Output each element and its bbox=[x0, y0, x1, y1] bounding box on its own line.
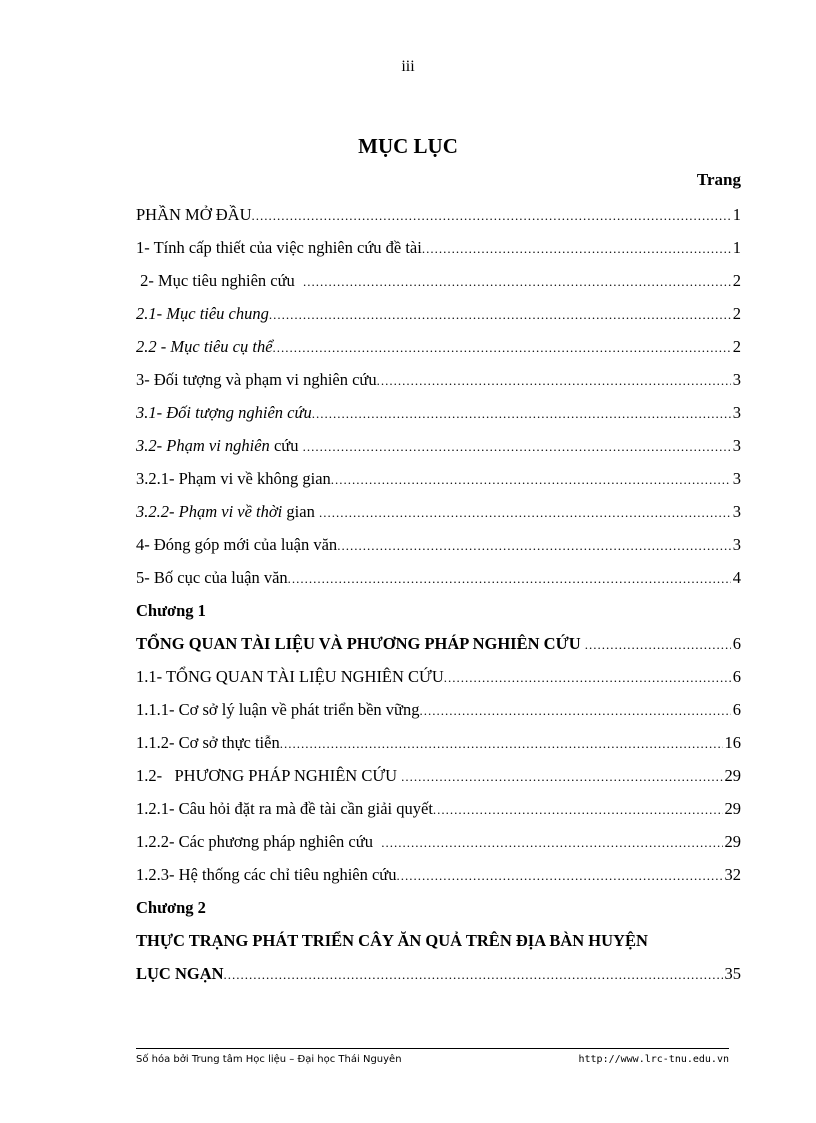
dot-leader bbox=[401, 762, 722, 792]
dot-leader bbox=[273, 333, 731, 363]
toc-entry-label: 1.1- TỔNG QUAN TÀI LIỆU NGHIÊN CỨU bbox=[136, 667, 444, 686]
toc-entry-label: 1.1.2- Cơ sở thực tiễn bbox=[136, 733, 280, 752]
toc-entry-page: 35 bbox=[724, 964, 741, 983]
dot-leader bbox=[224, 960, 723, 990]
toc-entry-3-2-1[interactable] bbox=[136, 464, 741, 494]
toc-entry-page: 3 bbox=[732, 502, 741, 521]
toc-entry-page: 2 bbox=[732, 304, 741, 323]
toc-entry-label: 3.1- Đối tượng nghiên cứu bbox=[136, 403, 312, 422]
toc-entry-1-1-1[interactable] bbox=[136, 695, 741, 725]
dot-leader bbox=[280, 729, 723, 759]
dot-leader bbox=[397, 861, 723, 891]
toc-entry-page: 3 bbox=[732, 535, 741, 554]
toc-entry-1-2-3[interactable] bbox=[136, 860, 741, 890]
toc-chapter-1-heading bbox=[136, 596, 741, 626]
dot-leader bbox=[252, 201, 731, 231]
toc-entry-1-2[interactable] bbox=[136, 761, 741, 791]
toc-entry-2[interactable] bbox=[136, 266, 741, 296]
dot-leader bbox=[337, 531, 731, 561]
toc-entry-label bbox=[136, 431, 303, 461]
toc-entry-label: 1- Tính cấp thiết của việc nghiên cứu đề tài bbox=[136, 238, 422, 257]
toc-entry-label: 5- Bố cục của luận văn bbox=[136, 568, 288, 587]
dot-leader bbox=[319, 498, 731, 528]
toc-entry-page: 1 bbox=[732, 238, 741, 257]
toc-entry-3-1[interactable] bbox=[136, 398, 741, 428]
toc-entry-label: TỔNG QUAN TÀI LIỆU VÀ PHƯƠNG PHÁP NGHIÊN CỨU bbox=[136, 634, 585, 653]
dot-leader bbox=[422, 234, 731, 264]
toc-entry-label: 3- Đối tượng và phạm vi nghiên cứu bbox=[136, 370, 377, 389]
toc-entry-label: 3.2.1- Phạm vi về không gian bbox=[136, 469, 331, 488]
toc-entry-page: 3 bbox=[732, 469, 741, 488]
toc-entry-label: 1.2.2- Các phương pháp nghiên cứu bbox=[136, 832, 382, 851]
dot-leader bbox=[585, 630, 731, 660]
toc-entry-label-italic: 3.2- Phạm vi nghiên bbox=[136, 436, 270, 455]
toc-entry-page: 3 bbox=[732, 436, 741, 455]
footer-divider bbox=[136, 1048, 729, 1049]
toc-entry-label-rest: cứu bbox=[269, 436, 303, 455]
toc-entry-page: 1 bbox=[732, 205, 741, 224]
footer-url-link[interactable]: http://www.lrc-tnu.edu.vn bbox=[578, 1054, 729, 1065]
toc-chapter-label: Chương 1 bbox=[136, 601, 206, 620]
toc-chapter-1-title[interactable] bbox=[136, 629, 741, 659]
toc-entry-page: 6 bbox=[732, 634, 741, 653]
toc-entry-page: 32 bbox=[724, 865, 741, 884]
toc-entry-label: THỰC TRẠNG PHÁT TRIỂN CÂY ĂN QUẢ TRÊN ĐỊA BÀN HUYỆN bbox=[136, 931, 648, 950]
page-title: MỤC LỤC bbox=[358, 134, 458, 158]
toc-entry-label-rest: gian bbox=[282, 502, 319, 521]
toc-entry-label: 1.2.3- Hệ thống các chỉ tiêu nghiên cứu bbox=[136, 865, 397, 884]
toc-chapter-2-heading bbox=[136, 893, 741, 923]
dot-leader bbox=[419, 696, 730, 726]
dot-leader bbox=[381, 828, 722, 858]
toc-chapter-2-title-line2[interactable] bbox=[136, 959, 741, 989]
toc-entry-label bbox=[136, 497, 319, 527]
toc-entry-1-1-2[interactable] bbox=[136, 728, 741, 758]
toc-entry-label: 1.2.1- Câu hỏi đặt ra mà đề tài cần giải quyết bbox=[136, 799, 433, 818]
page-number: iii bbox=[401, 58, 415, 75]
dot-leader bbox=[433, 795, 723, 825]
dot-leader bbox=[331, 465, 731, 495]
toc-entry-label: 1.1.1- Cơ sở lý luận về phát triển bền vững bbox=[136, 700, 420, 719]
toc-entry-page: 4 bbox=[732, 568, 741, 587]
toc-entry-label: 4- Đóng góp mới của luận văn bbox=[136, 535, 338, 554]
toc-entry-label: PHẦN MỞ ĐẦU bbox=[136, 205, 252, 224]
toc-entry-3-2-2[interactable] bbox=[136, 497, 741, 527]
toc-entry-1-2-2[interactable] bbox=[136, 827, 741, 857]
toc-entry-page: 2 bbox=[732, 337, 741, 356]
dot-leader bbox=[269, 300, 731, 330]
toc-entry-1[interactable] bbox=[136, 233, 741, 263]
toc-entry-label: 2.1- Mục tiêu chung bbox=[136, 304, 269, 323]
toc-entry-1-2-1[interactable] bbox=[136, 794, 741, 824]
toc-entry-2-1[interactable] bbox=[136, 299, 741, 329]
toc-entry-page: 29 bbox=[724, 799, 741, 818]
toc-entry-label-italic: 3.2.2- Phạm vi về thời bbox=[136, 502, 283, 521]
toc-entry-page: 6 bbox=[732, 667, 741, 686]
toc-entry-3[interactable] bbox=[136, 365, 741, 395]
toc-entry-label: 1.2- PHƯƠNG PHÁP NGHIÊN CỨU bbox=[136, 766, 402, 785]
toc-entry-label: LỤC NGẠN bbox=[136, 964, 224, 983]
toc-entry-page: 3 bbox=[732, 370, 741, 389]
toc-entry-3-2[interactable] bbox=[136, 431, 741, 461]
dot-leader bbox=[288, 564, 731, 594]
toc-entry-page: 3 bbox=[732, 403, 741, 422]
page-column-header: Trang bbox=[696, 170, 741, 189]
toc-entry-page: 16 bbox=[724, 733, 741, 752]
toc-entry-intro[interactable] bbox=[136, 200, 741, 230]
toc-entry-label: 2- Mục tiêu nghiên cứu bbox=[136, 271, 304, 290]
toc-entry-4[interactable] bbox=[136, 530, 741, 560]
dot-leader bbox=[312, 399, 731, 429]
dot-leader bbox=[303, 267, 731, 297]
toc-entry-5[interactable] bbox=[136, 563, 741, 593]
toc-entry-page: 2 bbox=[732, 271, 741, 290]
toc-entry-page: 6 bbox=[732, 700, 741, 719]
dot-leader bbox=[444, 663, 731, 693]
toc-entry-label: 2.2 - Mục tiêu cụ thể bbox=[136, 337, 273, 356]
toc-entry-page: 29 bbox=[724, 832, 741, 851]
toc-entry-1-1[interactable] bbox=[136, 662, 741, 692]
footer-source: Số hóa bởi Trung tâm Học liệu – Đại học Thái Nguyên bbox=[136, 1054, 402, 1065]
toc-entry-2-2[interactable] bbox=[136, 332, 741, 362]
toc-entry-page: 29 bbox=[724, 766, 741, 785]
toc-chapter-label: Chương 2 bbox=[136, 898, 206, 917]
dot-leader bbox=[303, 432, 731, 462]
toc-chapter-2-title-line1[interactable] bbox=[136, 926, 741, 956]
dot-leader bbox=[377, 366, 731, 396]
